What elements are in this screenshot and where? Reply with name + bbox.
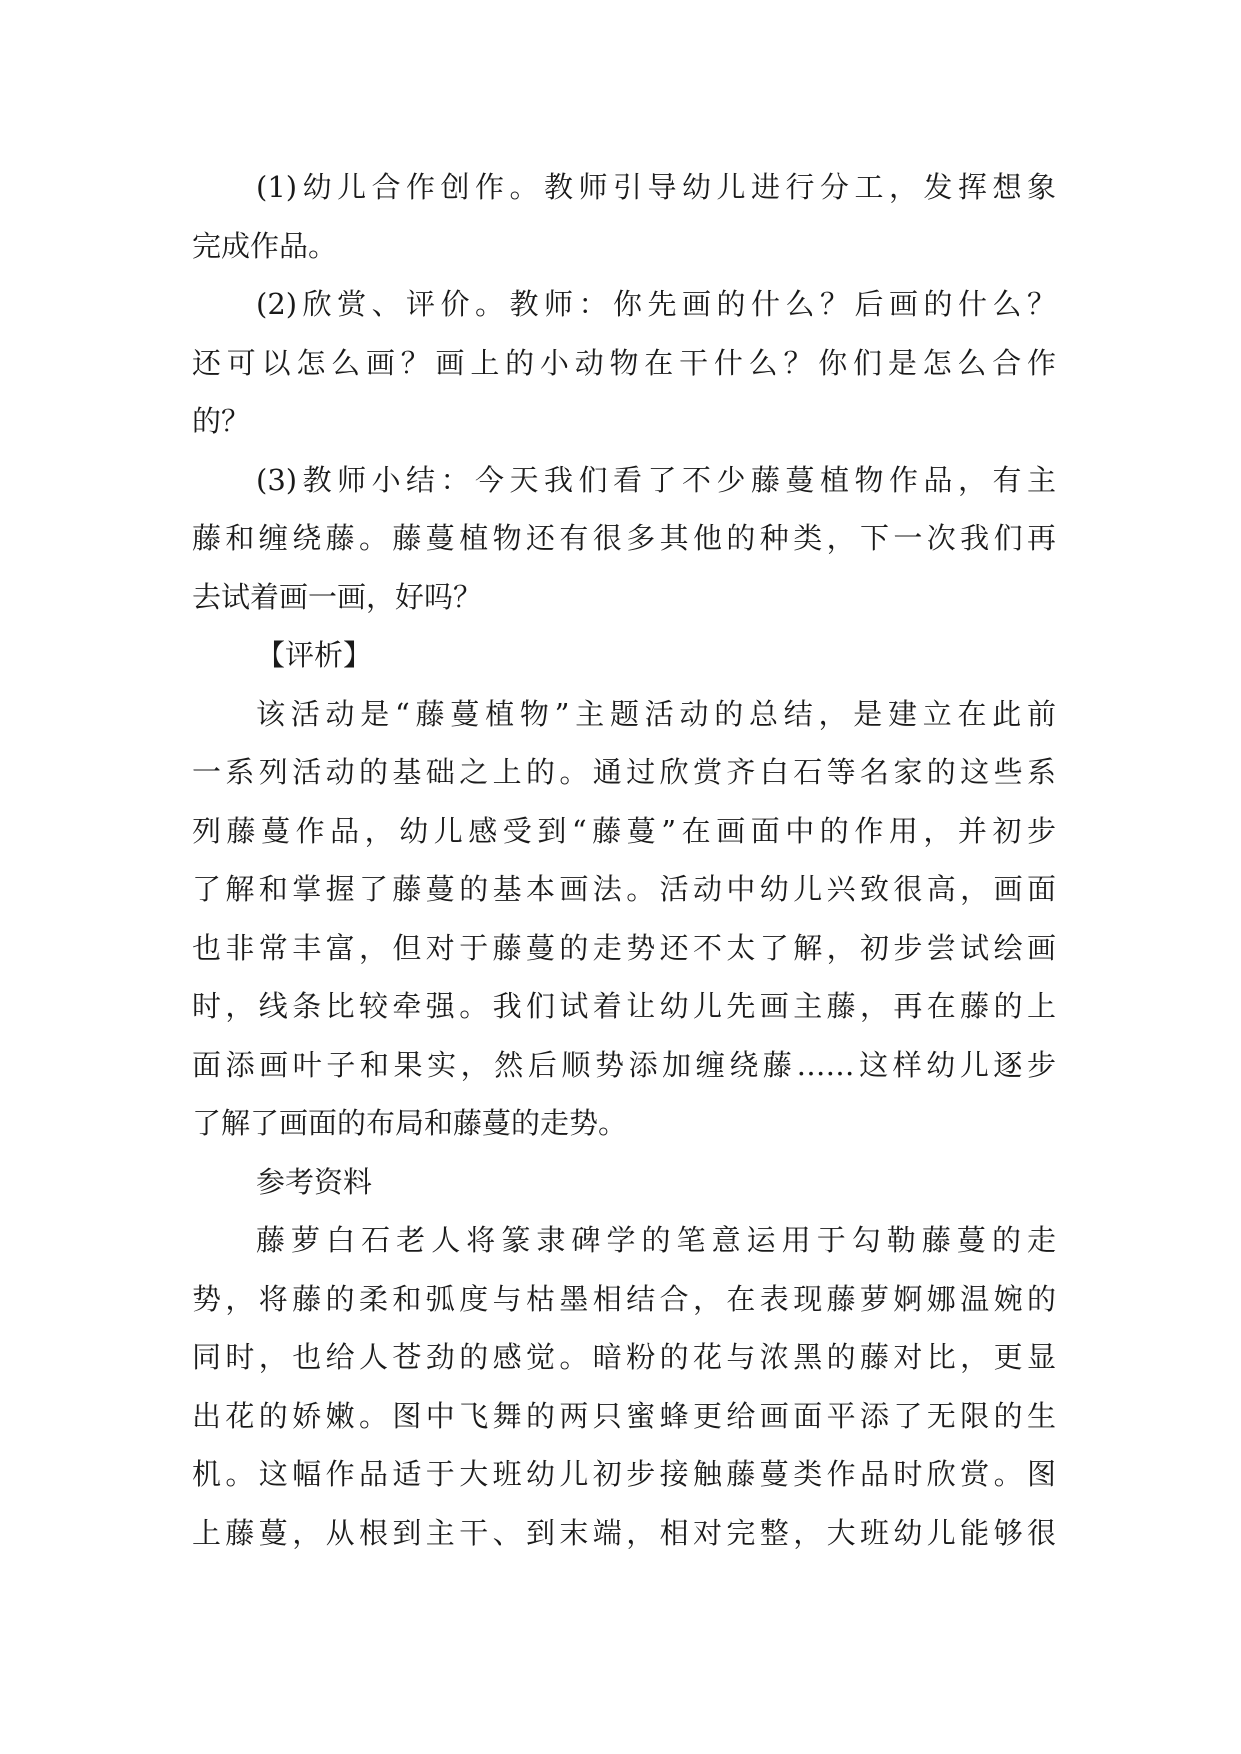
heading-text: 参考资料 <box>256 1164 373 1199</box>
text-line: 去试着画一画，好吗？ <box>192 579 483 614</box>
text-line: 列藤蔓作品，幼儿感受到“藤蔓”在画面中的作用，并初步 <box>192 813 1056 848</box>
text-line: (2)欣赏、评价。教师：你先画的什么？后画的什么？ <box>256 287 1056 321</box>
text-line: 还可以怎么画？画上的小动物在干什么？你们是怎么合作 <box>192 345 1056 380</box>
paragraph-step-1 <box>192 158 1056 275</box>
text-line: 也非常丰富，但对于藤蔓的走势还不太了解，初步尝试绘画 <box>192 930 1056 965</box>
text-line: 面添画叶子和果实，然后顺势添加缠绕藤……这样幼儿逐步 <box>192 1047 1056 1082</box>
paragraph-step-3 <box>192 451 1056 627</box>
text-line: 藤萝白石老人将篆隶碑学的笔意运用于勾勒藤蔓的走 <box>256 1223 1056 1257</box>
text-line: 时，线条比较牵强。我们试着让幼儿先画主藤，再在藤的上 <box>192 989 1056 1023</box>
text-line: 上藤蔓，从根到主干、到末端，相对完整，大班幼儿能够很 <box>192 1515 1056 1550</box>
heading-text: 【评析】 <box>256 638 373 672</box>
document-page <box>192 158 1056 1562</box>
text-line: 出花的娇嫩。图中飞舞的两只蜜蜂更给画面平添了无限的生 <box>192 1398 1056 1433</box>
paragraph-references <box>192 1211 1056 1562</box>
text-line: 了解和掌握了藤蔓的基本画法。活动中幼儿兴致很高，画面 <box>192 872 1056 906</box>
section-heading-references <box>192 1153 1056 1212</box>
paragraph-step-2 <box>192 275 1056 451</box>
text-line: 了解了画面的布局和藤蔓的走势。 <box>192 1106 628 1140</box>
text-line: 该活动是“藤蔓植物”主题活动的总结，是建立在此前 <box>256 696 1056 731</box>
text-line: (3)教师小结：今天我们看了不少藤蔓植物作品，有主 <box>256 462 1056 497</box>
text-line: 藤和缠绕藤。藤蔓植物还有很多其他的种类，下一次我们再 <box>192 521 1056 555</box>
text-line: 势，将藤的柔和弧度与枯墨相结合，在表现藤萝婀娜温婉的 <box>192 1281 1056 1316</box>
text-line: 一系列活动的基础之上的。通过欣赏齐白石等名家的这些系 <box>192 755 1056 789</box>
paragraph-analysis <box>192 685 1056 1153</box>
section-heading-analysis <box>192 626 1056 685</box>
text-line: 完成作品。 <box>192 228 338 263</box>
text-line: 机。这幅作品适于大班幼儿初步接触藤蔓类作品时欣赏。图 <box>192 1457 1056 1491</box>
text-line: 的？ <box>192 404 251 438</box>
text-line: (1)幼儿合作创作。教师引导幼儿进行分工，发挥想象 <box>256 170 1056 204</box>
text-line: 同时，也给人苍劲的感觉。暗粉的花与浓黑的藤对比，更显 <box>192 1340 1056 1374</box>
